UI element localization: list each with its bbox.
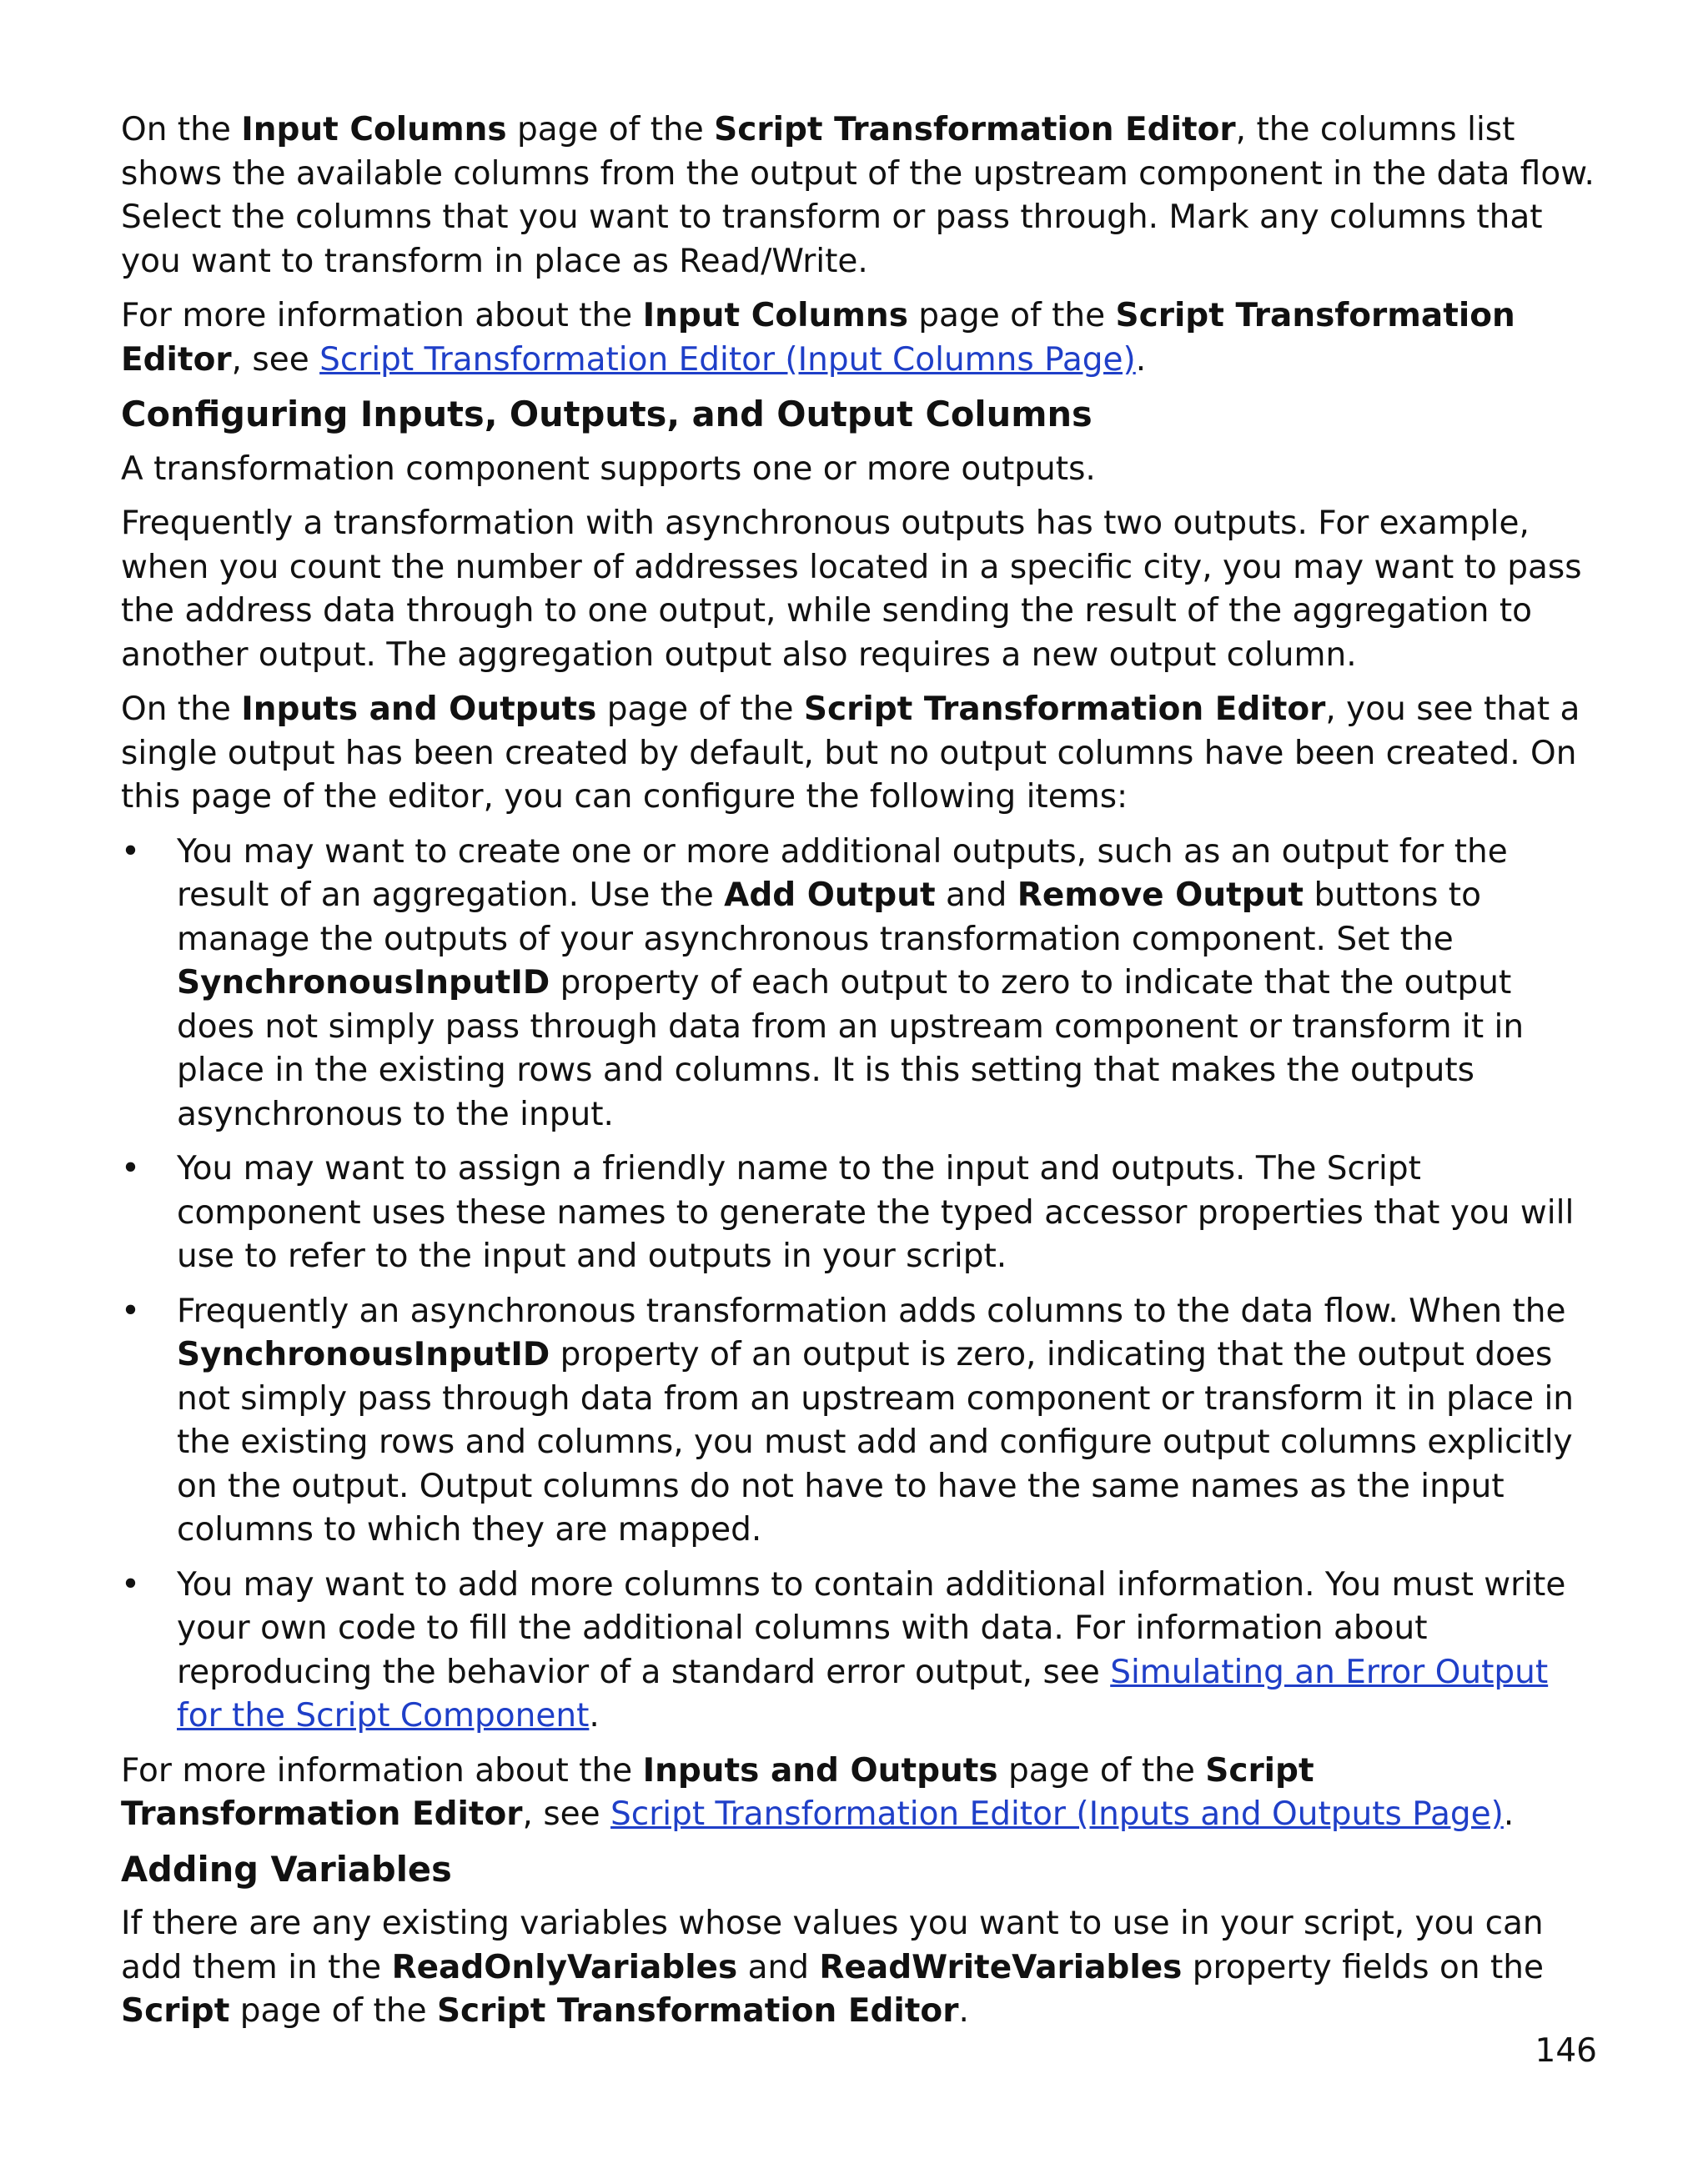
bullet-icon: • (121, 1150, 141, 1187)
text: page of the (506, 111, 715, 148)
text: . (1135, 340, 1147, 379)
text: For more information about the (121, 1751, 643, 1790)
text: . (589, 1697, 600, 1735)
heading-configuring-inputs-outputs: Configuring Inputs, Outputs, and Output Columns (121, 394, 1093, 434)
bold-term: Inputs and Outputs (642, 1751, 998, 1790)
text: You may want to create one or more additional outputs, such as an output for the result of an aggregation. Use the (177, 832, 1508, 914)
text: , you see that a single output has been created by default, but no output columns have been created. On this page of the editor, you can configure the following items: (121, 690, 1580, 816)
list-item (121, 831, 1597, 1137)
text: On the (121, 111, 242, 148)
bold-term: Script Transformation Editor (121, 1751, 1314, 1833)
list-item (121, 1147, 1597, 1279)
text: property of each output to zero to indicate that the output does not simply pass through data from an upstream component or transform it in place in the existing rows and columns. It is this setting that makes the outputs asynchronous to the input. (177, 964, 1525, 1133)
paragraph-inputs-and-outputs-page (121, 688, 1597, 820)
paragraph-inputs-outputs-more-info (121, 1750, 1597, 1837)
paragraph-adding-variables (121, 1902, 1597, 2034)
bold-term: Script Transformation Editor (714, 111, 1236, 148)
bold-term: SynchronousInputID (177, 1336, 550, 1373)
link-simulating-error-output[interactable]: Simulating an Error Output for the Script Component (177, 1653, 1549, 1735)
text: You may want to add more columns to contain additional information. You must write your own code to fill the additional columns with data. For information about reproducing the behavior of a standard error output, see (177, 1565, 1566, 1691)
bold-term: Input Columns (642, 297, 908, 334)
text: page of the (596, 690, 804, 728)
bold-term: Script (121, 1992, 230, 2030)
paragraph-asynchronous-outputs: Frequently a transformation with asynchronous outputs has two outputs. For example, when you count the number of addresses located in a specific city, you may want to pass the address data through to one output, while sending the result of the aggregation to another output. The aggregation output also requires a new output column. (121, 505, 1582, 674)
bold-term: ReadWriteVariables (819, 1948, 1183, 1986)
bold-term: ReadOnlyVariables (391, 1948, 738, 1986)
paragraph-input-columns-more-info (121, 294, 1597, 382)
bold-term: Script Transformation Editor (803, 690, 1326, 728)
bold-term: Add Output (724, 876, 936, 914)
text: . (958, 1992, 969, 2030)
text: , see (522, 1795, 611, 1833)
document-page (121, 108, 1597, 2045)
list-item (121, 1290, 1597, 1553)
text: page of the (997, 1751, 1206, 1790)
list-item (121, 1564, 1597, 1739)
text: On the (121, 690, 242, 728)
bullet-icon: • (121, 1292, 141, 1330)
text: property fields on the (1182, 1948, 1544, 1986)
heading-adding-variables: Adding Variables (121, 1848, 452, 1890)
paragraph-input-columns (121, 108, 1597, 284)
page-number: 146 (1535, 2032, 1597, 2070)
bullet-icon: • (121, 1565, 141, 1604)
link-input-columns-page[interactable]: Script Transformation Editor (Input Columns Page) (319, 340, 1136, 379)
text: and (737, 1948, 820, 1986)
text: Frequently an asynchronous transformation adds columns to the data flow. When the (177, 1292, 1566, 1330)
bullet-list-configuration-items (121, 831, 1597, 1739)
link-inputs-and-outputs-page[interactable]: Script Transformation Editor (Inputs and Outputs Page) (610, 1795, 1504, 1833)
text: and (935, 876, 1017, 914)
text: . (1503, 1795, 1515, 1833)
text: property of an output is zero, indicating that the output does not simply pass through data from an upstream component or transform it in place in the existing rows and columns, you must add and configure output columns explicitly on the output. Output columns do not have to have the same names as the input columns to which they are mapped. (177, 1336, 1575, 1549)
paragraph-supports-outputs: A transformation component supports one or more outputs. (121, 449, 1096, 488)
text: buttons to manage the outputs of your asynchronous transformation component. Set the (177, 876, 1481, 958)
bullet-icon: • (121, 832, 141, 871)
text: You may want to assign a friendly name to the input and outputs. The Script component uses these names to generate the typed accessor properties that you will use to refer to the input and outputs in your script. (177, 1150, 1575, 1275)
text: If there are any existing variables whose values you want to use in your script, you can add them in the (121, 1905, 1544, 1986)
text: page of the (229, 1992, 437, 2030)
bold-term: Script Transformation Editor (121, 297, 1515, 379)
bold-term: Inputs and Outputs (241, 690, 597, 728)
bold-term: Remove Output (1017, 876, 1304, 914)
text: For more information about the (121, 297, 643, 334)
text: page of the (907, 297, 1116, 334)
bold-term: Script Transformation Editor (436, 1992, 959, 2030)
text: , see (231, 340, 320, 379)
text: , the columns list shows the available columns from the output of the upstream component in the data flow. Select the columns that you want to transform or pass through. Mark any columns that you want to transform in place as Read/Write. (121, 111, 1595, 280)
bold-term: Input Columns (241, 111, 507, 148)
bold-term: SynchronousInputID (177, 964, 550, 1002)
